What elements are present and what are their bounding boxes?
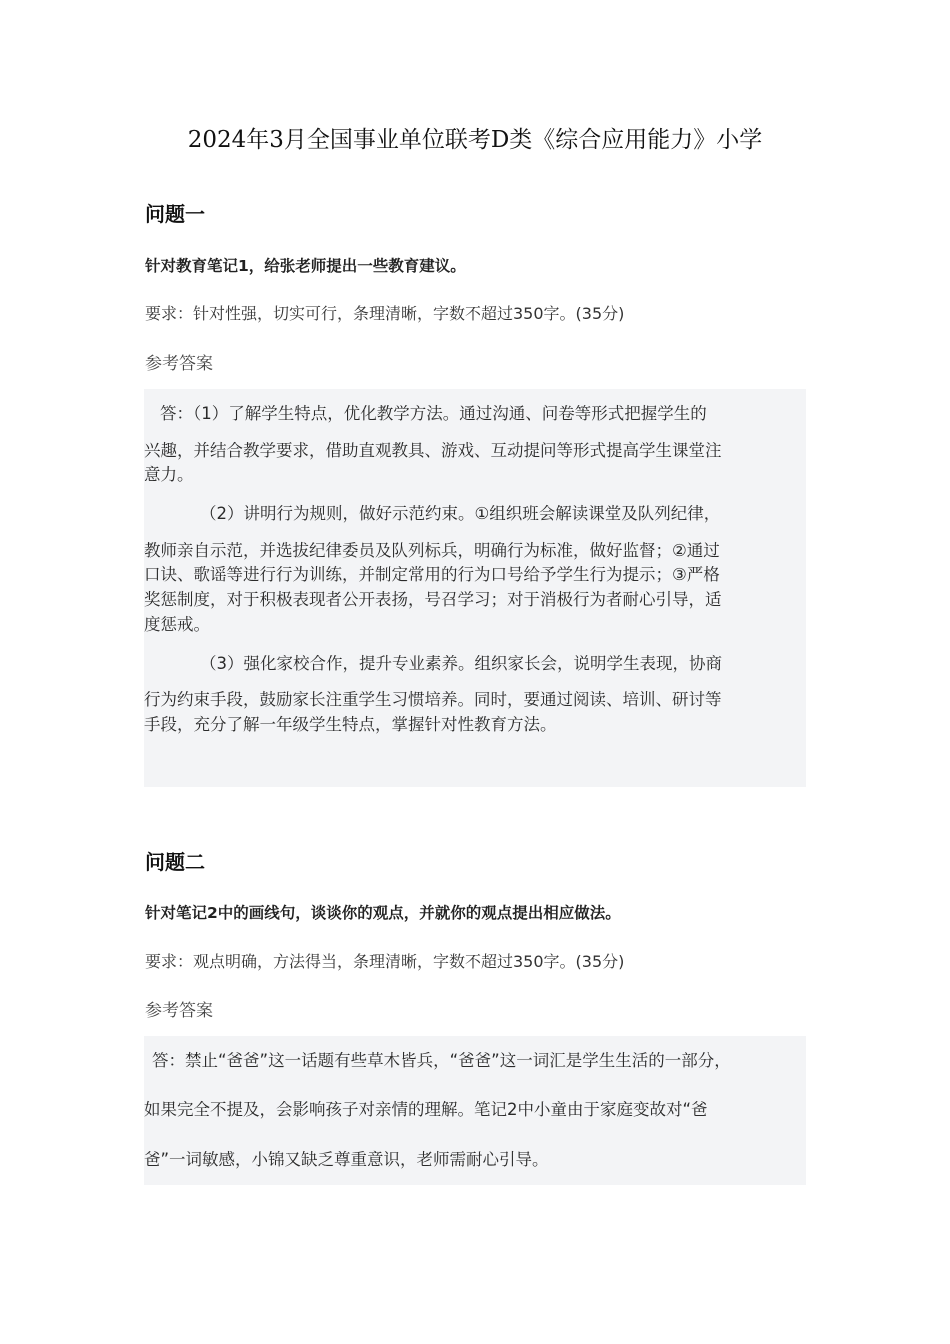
answer-line: （3）强化家校合作，提升专业素养。组织家长会，说明学生表现，协商 — [200, 654, 722, 673]
question-1-answer-label: 参考答案 — [145, 354, 213, 374]
answer-line: 口诀、歌谣等进行行为训练，并制定常用的行为口号给予学生行为提示；③严格 — [144, 565, 720, 584]
question-1-requirement: 要求：针对性强，切实可行，条理清晰，字数不超过350字。(35分) — [145, 304, 625, 323]
question-1-answer-box — [144, 389, 806, 787]
question-1-prompt: 针对教育笔记1，给张老师提出一些教育建议。 — [145, 257, 466, 275]
answer-line: 如果完全不提及，会影响孩子对亲情的理解。笔记2中小童由于家庭变故对“爸 — [144, 1100, 708, 1119]
answer-line: 答：（1）了解学生特点，优化教学方法。通过沟通、问卷等形式把握学生的 — [160, 404, 707, 423]
question-2-heading: 问题二 — [145, 850, 205, 874]
answer-line: 手段，充分了解一年级学生特点，掌握针对性教育方法。 — [144, 715, 557, 734]
answer-line: 兴趣，并结合教学要求，借助直观教具、游戏、互动提问等形式提高学生课堂注 — [144, 441, 722, 460]
answer-1-paragraph-1 — [144, 401, 806, 427]
answer-1-paragraph-3 — [144, 651, 806, 677]
answer-line: 意力。 — [144, 465, 194, 484]
answer-1-paragraph-1-cont — [144, 439, 806, 487]
answer-line: 行为约束手段，鼓励家长注重学生习惯培养。同时，要通过阅读、培训、研讨等 — [144, 690, 722, 709]
answer-line: 爸”一词敏感，小锦又缺乏尊重意识，老师需耐心引导。 — [144, 1150, 549, 1169]
question-2-answer-label: 参考答案 — [145, 1001, 213, 1021]
answer-line: 答：禁止“爸爸”这一话题有些草木皆兵，“爸爸”这一词汇是学生生活的一部分， — [152, 1051, 731, 1070]
answer-2-paragraph-1 — [144, 1048, 806, 1074]
answer-1-paragraph-2 — [144, 501, 806, 527]
question-1-heading: 问题一 — [145, 202, 205, 226]
question-2-answer-box — [144, 1036, 806, 1185]
answer-line: 度惩戒。 — [144, 615, 210, 634]
answer-line: 教师亲自示范，并选拔纪律委员及队列标兵，明确行为标准，做好监督；②通过 — [144, 541, 720, 560]
answer-line: 奖惩制度，对于积极表现者公开表扬，号召学习；对于消极行为者耐心引导，适 — [144, 590, 722, 609]
answer-2-paragraph-1-cont — [144, 1097, 806, 1123]
answer-line: （2）讲明行为规则，做好示范约束。①组织班会解读课堂及队列纪律， — [200, 504, 721, 523]
answer-2-paragraph-1-end — [144, 1147, 806, 1173]
question-2-prompt: 针对笔记2中的画线句，谈谈你的观点，并就你的观点提出相应做法。 — [145, 904, 621, 922]
question-2-requirement: 要求：观点明确，方法得当，条理清晰，字数不超过350字。(35分) — [145, 952, 625, 971]
answer-1-paragraph-2-cont — [144, 539, 806, 637]
answer-1-paragraph-3-cont — [144, 688, 806, 738]
document-title: 2024年3月全国事业单位联考D类《综合应用能力》小学 — [187, 127, 763, 153]
